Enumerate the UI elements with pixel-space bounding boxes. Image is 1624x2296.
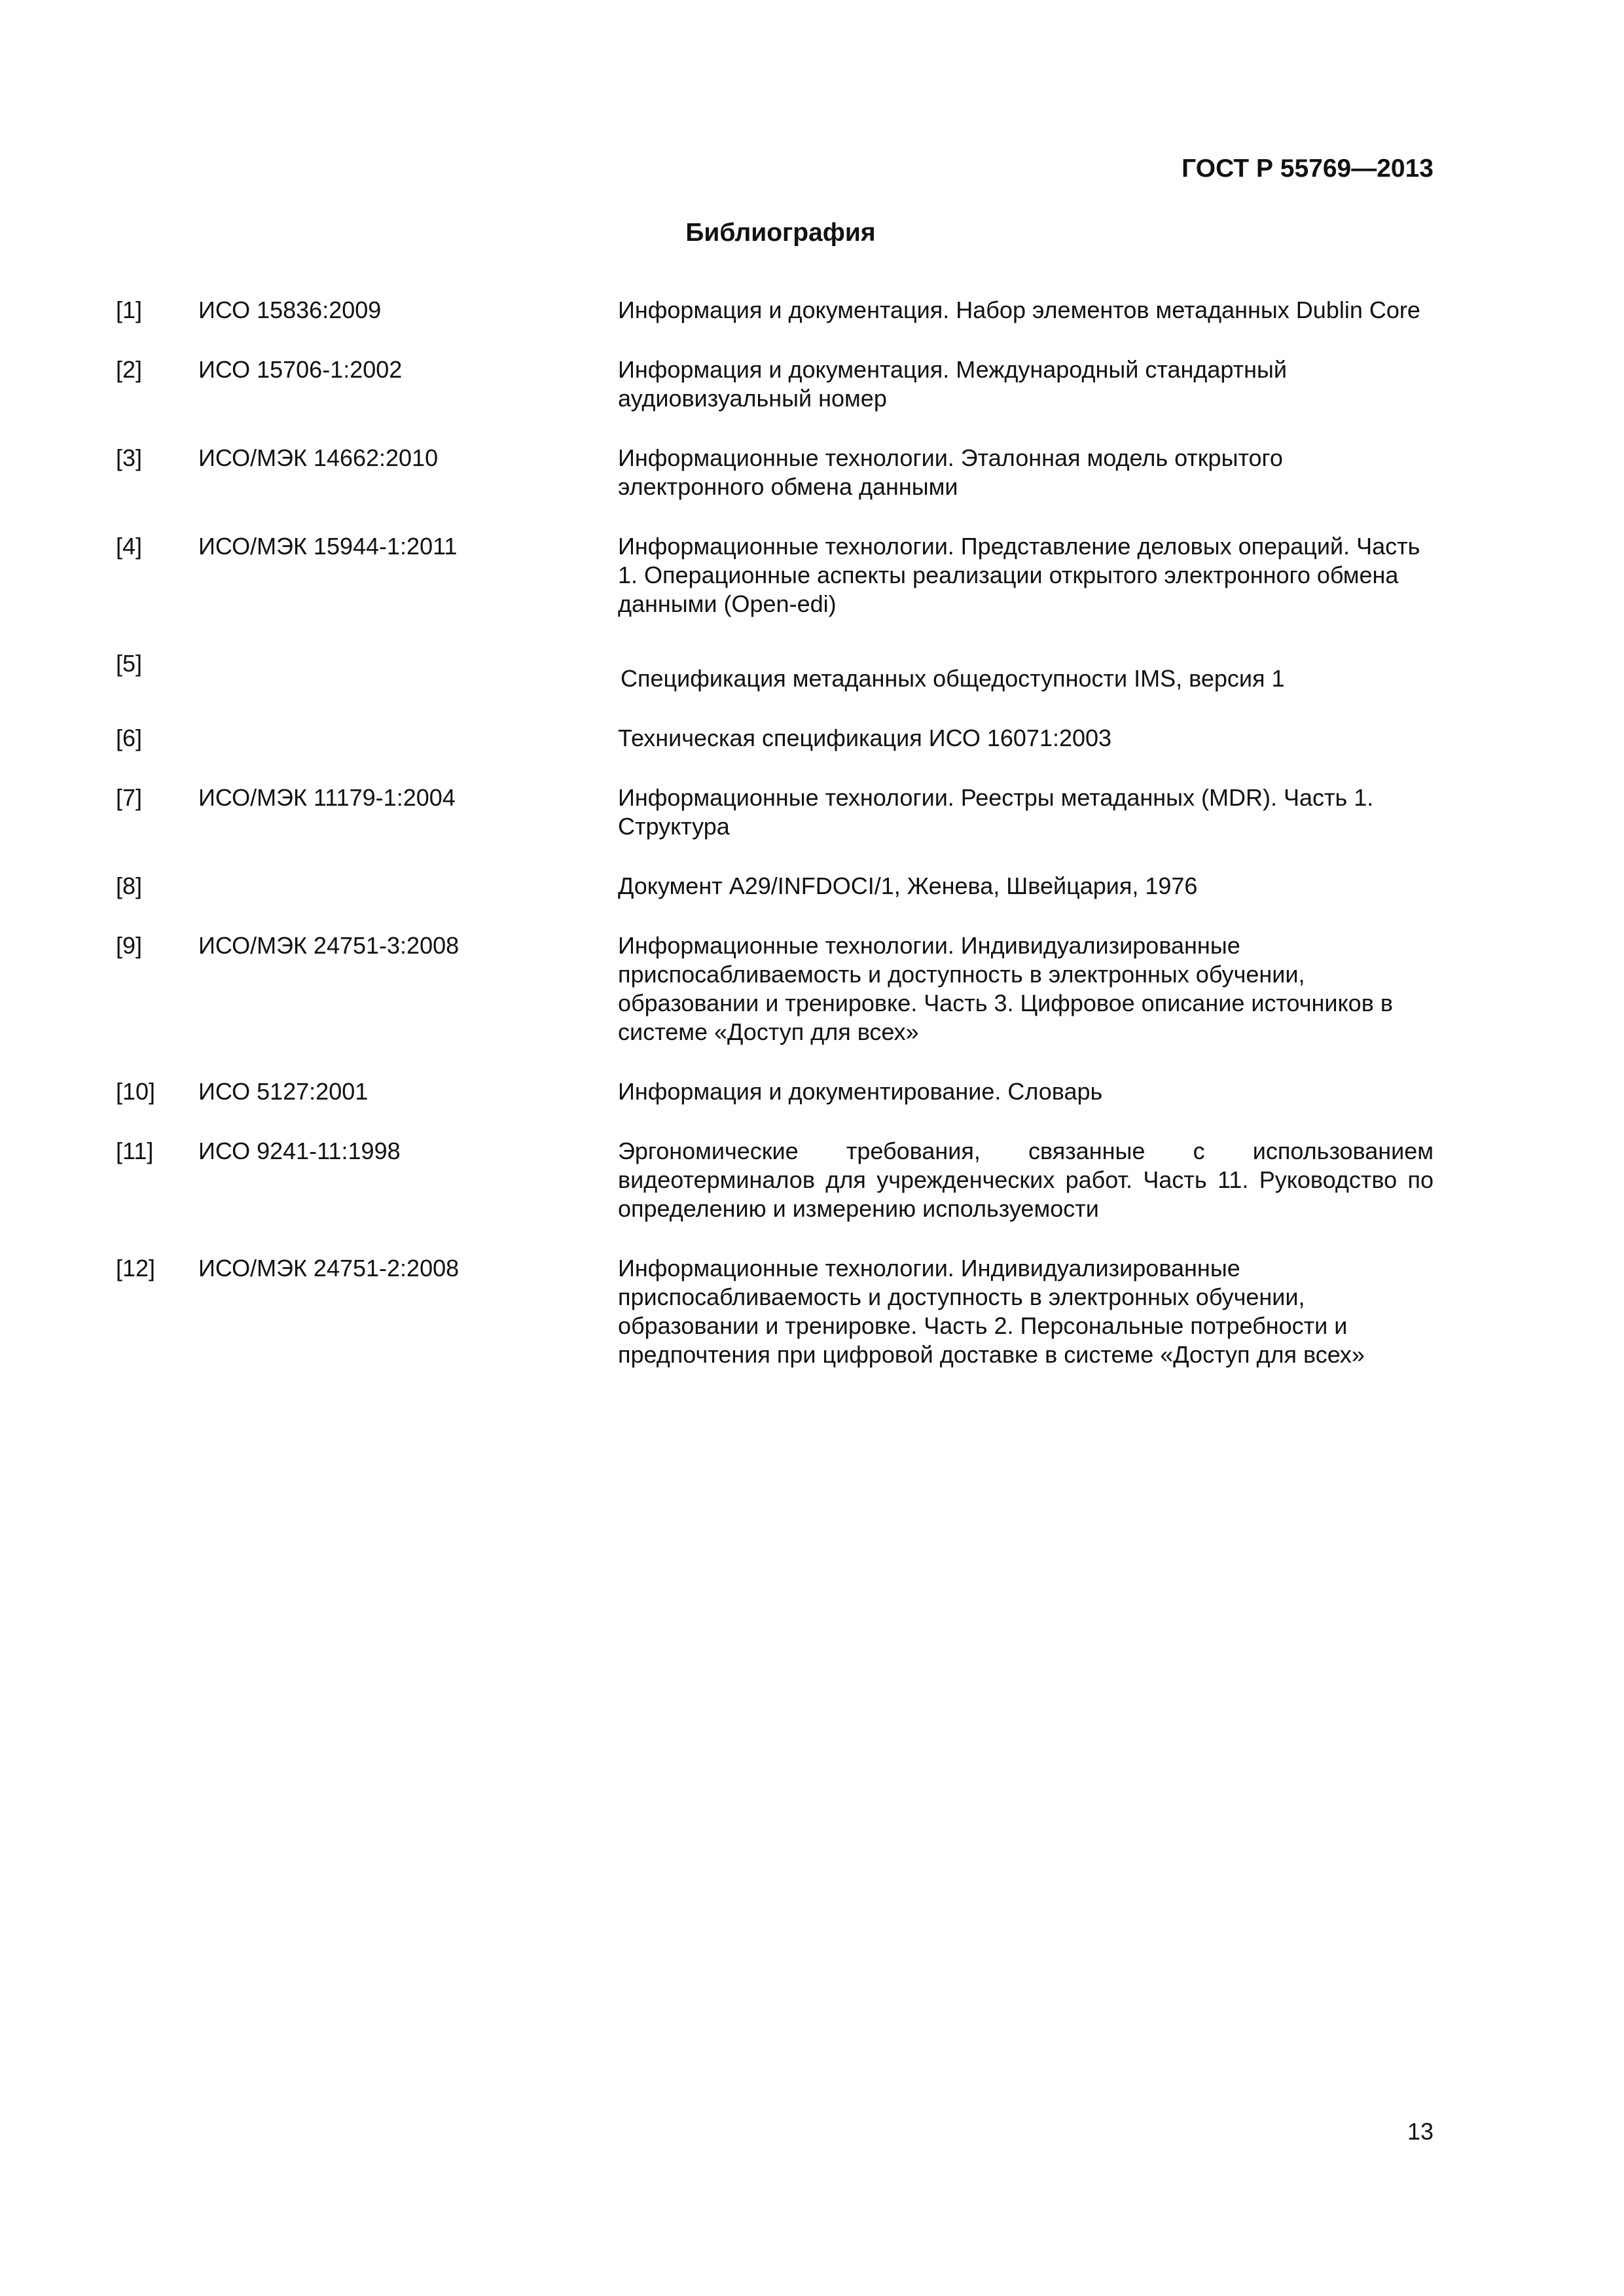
bibliography-entry-12 xyxy=(116,1254,1434,1369)
entry-number: [10] xyxy=(116,1078,156,1105)
entry-title: Информационные технологии. Индивидуализированные приспосабливаемость и доступность в электронных обучении, образовании и тренировке. Часть 2. Персональные потребности и предпочтения при цифровой доставке в системе «Доступ для всех» xyxy=(618,1255,1365,1368)
entry-standard-code: ИСО/МЭК 11179-1:2004 xyxy=(198,784,456,811)
bibliography-entry-6 xyxy=(116,724,1434,753)
entry-number: [4] xyxy=(116,533,143,560)
entry-title: Документ A29/INFDOCI/1, Женева, Швейцария, 1976 xyxy=(618,872,1198,899)
entry-number: [8] xyxy=(116,872,143,899)
bibliography-list xyxy=(116,296,1434,1400)
entry-standard-code: ИСО 15706-1:2002 xyxy=(198,356,403,383)
entry-number: [1] xyxy=(116,296,143,323)
entry-title: Информационные технологии. Индивидуализированные приспосабливаемость и доступность в электронных обучении, образовании и тренировке. Часть 3. Цифровое описание источников в системе «Доступ для всех» xyxy=(618,932,1393,1045)
entry-standard-code: ИСО/МЭК 15944-1:2011 xyxy=(198,533,458,560)
bibliography-entry-3 xyxy=(116,444,1434,501)
entry-standard-code: ИСО 15836:2009 xyxy=(198,296,382,323)
entry-title: Информация и документация. Международный стандартный аудиовизуальный номер xyxy=(618,356,1288,412)
bibliography-entry-5 xyxy=(116,649,1434,693)
entry-number: [11] xyxy=(116,1138,154,1164)
bibliography-entry-1 xyxy=(116,296,1434,325)
bibliography-entry-10 xyxy=(116,1077,1434,1106)
entry-number: [5] xyxy=(116,650,143,677)
bibliography-entry-4 xyxy=(116,532,1434,619)
entry-title: Спецификация метаданных общедоступности IMS, версия 1 xyxy=(621,665,1285,692)
entry-number: [9] xyxy=(116,932,143,959)
entry-number: [3] xyxy=(116,444,143,471)
bibliography-entry-9 xyxy=(116,931,1434,1047)
bibliography-entry-11 xyxy=(116,1137,1434,1223)
entry-standard-code: ИСО/МЭК 14662:2010 xyxy=(198,444,439,471)
entry-number: [6] xyxy=(116,725,143,751)
bibliography-title: Библиография xyxy=(685,219,876,247)
entry-title: Информация и документирование. Словарь xyxy=(618,1078,1103,1105)
entry-title: Техническая спецификация ИСО 16071:2003 xyxy=(618,725,1112,751)
entry-standard-code: ИСО 9241-11:1998 xyxy=(198,1138,401,1164)
entry-standard-code: ИСО 5127:2001 xyxy=(198,1078,369,1105)
entry-number: [2] xyxy=(116,356,143,383)
page-number: 13 xyxy=(1407,2118,1434,2145)
entry-title: Информационные технологии. Эталонная модель открытого электронного обмена данными xyxy=(618,444,1283,500)
entry-title: Информация и документация. Набор элементов метаданных Dublin Core xyxy=(618,296,1420,323)
entry-title: Информационные технологии. Представление деловых операций. Часть 1. Операционные аспекты реализации открытого электронного обмена данными (Open-edi) xyxy=(618,533,1420,617)
entry-number: [7] xyxy=(116,784,143,811)
bibliography-entry-2 xyxy=(116,355,1434,413)
entry-number: [12] xyxy=(116,1255,156,1282)
document-code: ГОСТ Р 55769—2013 xyxy=(1182,154,1434,183)
entry-title: Эргономические требования, связанные с использованием видеотерминалов для учрежденческих работ. Часть 11. Руководство по определению и измерению используемости xyxy=(618,1138,1434,1222)
bibliography-entry-8 xyxy=(116,872,1434,901)
bibliography-entry-7 xyxy=(116,783,1434,841)
entry-standard-code: ИСО/МЭК 24751-3:2008 xyxy=(198,932,460,959)
entry-standard-code: ИСО/МЭК 24751-2:2008 xyxy=(198,1255,460,1282)
entry-title: Информационные технологии. Реестры метаданных (MDR). Часть 1. Структура xyxy=(618,784,1374,840)
